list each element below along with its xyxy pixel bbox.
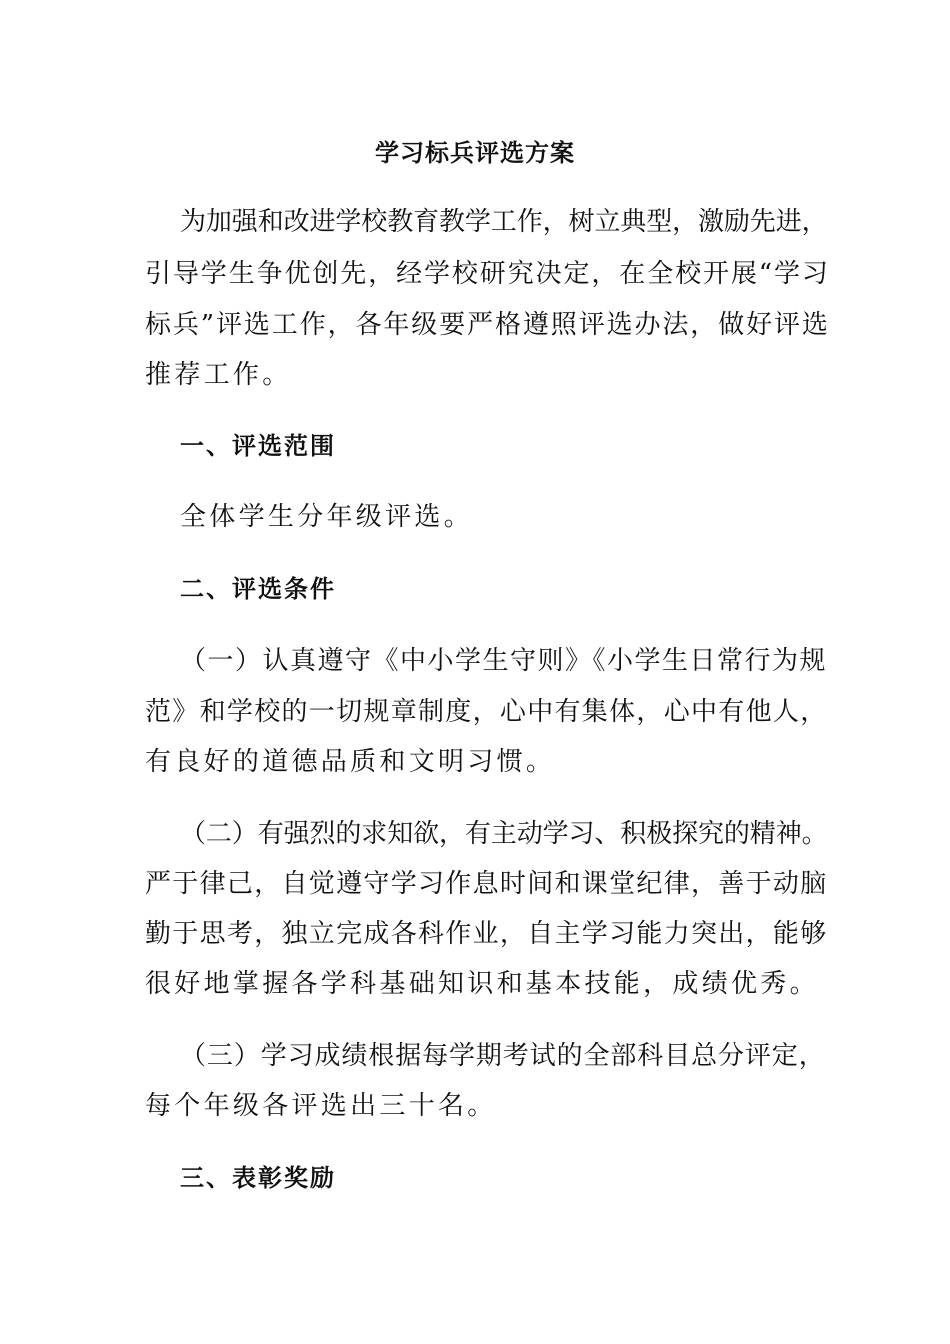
criteria-item-1-line-2: 范》和学校的一切规章制度，心中有集体，心中有他人， [145,697,828,727]
section-heading-scope: 一、评选范围 [180,432,336,460]
criteria-item-2-line-4: 很好地掌握各学科基础知识和基本技能，成绩优秀。 [145,969,819,999]
intro-line-2: 引导学生争优创先，经学校研究决定，在全校开展“学习 [145,259,830,289]
document-title: 学习标兵评选方案 [375,139,575,167]
criteria-item-3-line-2: 每个年级各评选出三十名。 [145,1091,497,1121]
section-scope-text: 全体学生分年级评选。 [180,502,474,532]
section-heading-criteria: 二、评选条件 [180,575,336,603]
criteria-item-1-line-3: 有良好的道德品质和文明习惯。 [145,747,556,777]
intro-line-4: 推荐工作。 [145,360,292,390]
criteria-item-2-line-1: （二）有强烈的求知欲，有主动学习、积极探究的精神。 [180,819,828,849]
criteria-item-2-line-2: 严于律己，自觉遵守学习作息时间和课堂纪律，善于动脑 [145,869,828,899]
intro-line-3: 标兵”评选工作，各年级要严格遵照评选办法，做好评选 [145,310,830,340]
criteria-item-2-line-3: 勤于思考，独立完成各科作业，自主学习能力突出，能够 [145,919,828,949]
criteria-item-3-line-1: （三）学习成绩根据每学期考试的全部科目总分评定， [180,1041,826,1071]
section-heading-awards: 三、表彰奖励 [180,1164,336,1192]
criteria-item-1-line-1: （一）认真遵守《中小学生守则》《小学生日常行为规 [180,646,828,676]
intro-line-1: 为加强和改进学校教育教学工作，树立典型，激励先进， [180,207,828,237]
